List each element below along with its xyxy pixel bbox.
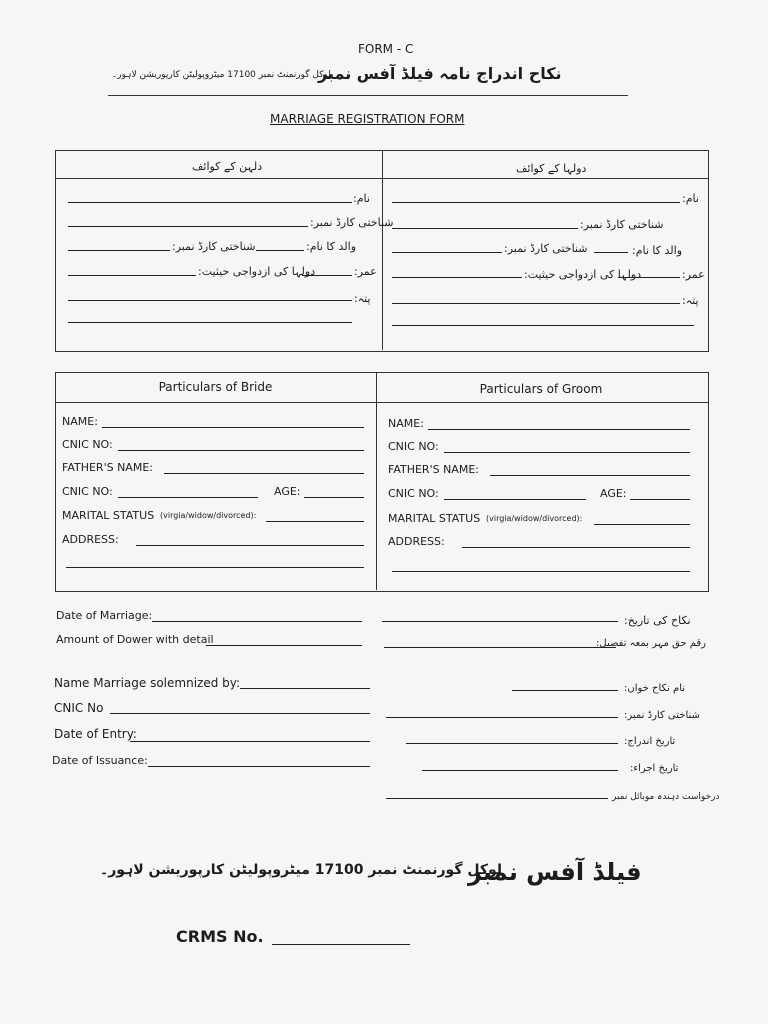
urdu-groom-name-label: نام: — [682, 192, 699, 205]
urdu-groom-age-label: عمر: — [682, 268, 705, 281]
urdu-bride-father-cnic-line[interactable] — [68, 250, 170, 251]
date-of-entry-field[interactable] — [130, 741, 370, 742]
urdu-groom-address-line[interactable] — [392, 303, 680, 304]
urdu-groom-address-line-2[interactable] — [392, 325, 694, 326]
groom-father-label: FATHER'S NAME: — [388, 463, 479, 476]
urdu-groom-father-label: والد کا نام: — [632, 244, 683, 257]
field-office-stamp-ur: فیلڈ آفس نمبر — [468, 858, 642, 886]
bride-father-field[interactable] — [164, 473, 364, 474]
bride-father-cnic-label: CNIC NO: — [62, 485, 113, 498]
bride-marital-note: (virgia/widow/divorced): — [160, 511, 257, 520]
urdu-bride-address-line[interactable] — [68, 300, 352, 301]
urdu-bride-age-line[interactable] — [302, 275, 352, 276]
crms-number-field[interactable] — [272, 944, 410, 945]
urdu-bride-name-line[interactable] — [68, 202, 352, 203]
solemnized-by-label: Name Marriage solemnized by: — [54, 676, 241, 690]
date-of-marriage-field[interactable] — [152, 621, 362, 622]
urdu-bride-cnic-line[interactable] — [68, 226, 308, 227]
urdu-groom-father-cnic-label: شناختی کارڈ نمبر: — [504, 242, 588, 255]
urdu-bride-cnic-label: شناختی کارڈ نمبر: — [310, 216, 394, 229]
urdu-bride-heading: دلہن کے کوائف — [192, 160, 263, 173]
urdu-groom-marital-label: دولہا کی ازدواجی حیثیت: — [524, 268, 642, 281]
date-of-issuance-field[interactable] — [148, 766, 370, 767]
urdu-bride-marital-label: دولہا کی ازدواجی حیثیت: — [198, 265, 316, 278]
date-of-entry-label-ur: تاریخ اندراج: — [624, 736, 676, 747]
cnic-label-ur: شناختی کارڈ نمبر: — [624, 710, 700, 721]
bride-age-field[interactable] — [304, 497, 364, 498]
cnic-label: CNIC No — [54, 701, 104, 715]
bride-father-label: FATHER'S NAME: — [62, 461, 153, 474]
date-of-marriage-field-ur[interactable] — [382, 621, 618, 622]
groom-age-label: AGE: — [600, 487, 627, 500]
form-code: FORM - C — [358, 42, 414, 56]
groom-cnic-label: CNIC NO: — [388, 440, 439, 453]
cnic-field-ur[interactable] — [386, 717, 618, 718]
urdu-form-subtitle: لوکل گورنمنٹ نمبر 17100 میٹروپولیٹن کارپوریشن لاہور۔ — [112, 70, 331, 80]
urdu-form-title: نکاح اندراج نامہ فیلڈ آفس نمبر — [318, 64, 562, 83]
urdu-bride-address-line-2[interactable] — [68, 322, 352, 323]
urdu-groom-address-label: پتہ: — [682, 294, 699, 307]
dower-label-ur: رقم حق مہر بمعہ تفصیل: — [596, 638, 706, 649]
english-table-column-divider — [376, 372, 377, 590]
solemnized-by-field-ur[interactable] — [512, 690, 618, 691]
urdu-bride-father-cnic-label: شناختی کارڈ نمبر: — [172, 240, 256, 253]
bride-address-label: ADDRESS: — [62, 533, 119, 546]
groom-name-label: NAME: — [388, 417, 424, 430]
bride-address-field-2[interactable] — [66, 567, 364, 568]
groom-address-field[interactable] — [462, 547, 690, 548]
date-of-issuance-field-ur[interactable] — [422, 770, 618, 771]
date-of-marriage-label: Date of Marriage: — [56, 609, 153, 622]
groom-particulars-heading: Particulars of Groom — [479, 382, 603, 396]
urdu-bride-father-label: والد کا نام: — [306, 240, 357, 253]
urdu-groom-father-line[interactable] — [594, 252, 628, 253]
urdu-groom-father-cnic-line[interactable] — [392, 252, 502, 253]
groom-name-field[interactable] — [428, 429, 690, 430]
date-of-marriage-label-ur: نکاح کی تاریخ: — [624, 614, 691, 627]
english-form-title: MARRIAGE REGISTRATION FORM — [270, 112, 465, 126]
solemnized-by-label-ur: نام نکاح خواں: — [624, 683, 686, 694]
header-underline — [108, 95, 628, 96]
english-table-header-divider — [55, 402, 708, 403]
groom-marital-field[interactable] — [594, 524, 690, 525]
bride-marital-field[interactable] — [266, 521, 364, 522]
groom-age-field[interactable] — [630, 499, 690, 500]
groom-address-field-2[interactable] — [392, 571, 690, 572]
urdu-groom-marital-line[interactable] — [392, 277, 522, 278]
cnic-field[interactable] — [110, 713, 370, 714]
bride-cnic-field[interactable] — [118, 450, 364, 451]
date-of-entry-field-ur[interactable] — [406, 743, 618, 744]
groom-father-field[interactable] — [490, 475, 690, 476]
urdu-bride-marital-line[interactable] — [68, 275, 196, 276]
bride-address-field[interactable] — [136, 545, 364, 546]
groom-father-cnic-label: CNIC NO: — [388, 487, 439, 500]
english-particulars-table — [55, 372, 709, 592]
bride-cnic-label: CNIC NO: — [62, 438, 113, 451]
urdu-table-column-divider — [382, 150, 383, 350]
date-of-issuance-label-ur: تاریخ اجراء: — [630, 763, 679, 774]
bride-marital-label: MARITAL STATUS — [62, 509, 155, 522]
bride-name-label: NAME: — [62, 415, 98, 428]
urdu-groom-cnic-label: شناختی کارڈ نمبر: — [580, 218, 664, 231]
groom-marital-label: MARITAL STATUS — [388, 512, 481, 525]
groom-cnic-field[interactable] — [444, 452, 690, 453]
bride-name-field[interactable] — [102, 427, 364, 428]
date-of-entry-label: Date of Entry: — [54, 727, 137, 741]
urdu-groom-cnic-line[interactable] — [392, 228, 578, 229]
urdu-groom-age-line[interactable] — [618, 277, 680, 278]
dower-field[interactable] — [206, 645, 362, 646]
dower-label: Amount of Dower with detail — [56, 633, 214, 646]
urdu-groom-heading: دولہا کے کوائف — [516, 162, 587, 175]
urdu-bride-age-label: عمر: — [354, 265, 377, 278]
date-of-issuance-label: Date of Issuance: — [52, 754, 148, 767]
groom-father-cnic-field[interactable] — [444, 499, 586, 500]
crms-label: CRMS No. — [176, 927, 264, 946]
urdu-bride-father-line[interactable] — [256, 250, 304, 251]
solemnized-by-field[interactable] — [240, 688, 370, 689]
dower-field-ur[interactable] — [384, 647, 616, 648]
bride-father-cnic-field[interactable] — [118, 497, 258, 498]
bride-particulars-heading: Particulars of Bride — [158, 380, 273, 394]
urdu-groom-name-line[interactable] — [392, 202, 680, 203]
bride-age-label: AGE: — [274, 485, 301, 498]
applicant-mobile-field[interactable] — [386, 798, 608, 799]
urdu-bride-address-label: پتہ: — [354, 292, 371, 305]
applicant-mobile-label-ur: درخواست دہندہ موبائل نمبر — [612, 792, 720, 802]
urdu-bride-name-label: نام: — [353, 192, 370, 205]
groom-marital-note: (virgia/widow/divorced): — [486, 514, 583, 523]
local-government-stamp-ur: لوکل گورنمنٹ نمبر 17100 میٹروپولیٹن کارپوریشن لاہور۔ — [100, 862, 503, 878]
groom-address-label: ADDRESS: — [388, 535, 445, 548]
